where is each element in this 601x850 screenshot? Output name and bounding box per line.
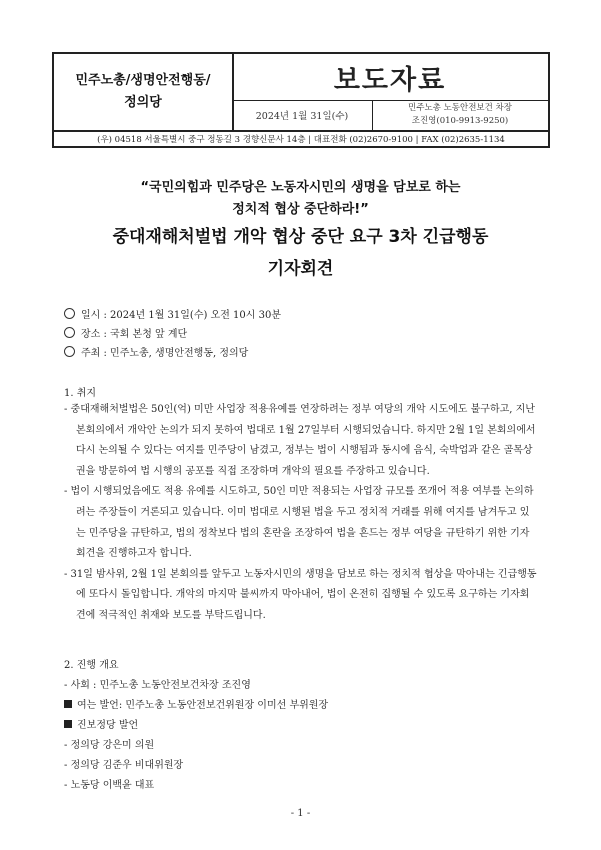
contact-line-1: 민주노총 노동안전보건 차장 xyxy=(408,103,512,113)
item-text: 여는 발언: 민주노총 노동안전보건위원장 이미선 부위원장 xyxy=(77,700,329,711)
contact-info xyxy=(372,100,548,130)
main-title-line-2: 기자회견 xyxy=(267,259,334,279)
paragraph: - 법이 시행되었음에도 적용 유예를 시도하고, 50인 미만 적용되는 사업장 규모를 쪼개어 적용 여부를 논의하려는 주장들이 거론되고 있습니다. 이미 법대로 시행된 법을 두고 정치적 거래를 위해 여지를 남겨두고 있는 민주당을 규탄하고, 법의 정착보다 법의 혼란을 조장하여 법을 흔드는 정부 여당을 규탄하기 위한 기자회견을 진행하고자 합니다. xyxy=(64,486,534,560)
circle-bullet-icon xyxy=(64,308,75,319)
header-grid xyxy=(52,52,550,132)
page-number: - 1 - xyxy=(290,808,311,819)
section-2-heading: 2. 진행 개요 xyxy=(64,660,119,671)
section-1-body xyxy=(64,400,538,627)
document-title: 보도자료 xyxy=(232,54,548,101)
quote-line-1: “국민의힘과 민주당은 노동자시민의 생명을 담보로 하는 xyxy=(140,180,461,195)
info-text: 주최 : 민주노총, 생명안전행동, 정의당 xyxy=(81,348,249,359)
item-text: 정의당 강은미 의원 xyxy=(70,740,155,751)
release-date: 2024년 1월 31일(수) xyxy=(232,100,373,130)
info-location xyxy=(64,325,187,340)
item-text: 진보정당 발언 xyxy=(77,720,139,731)
list-item: - 노동당 이백윤 대표 xyxy=(64,780,155,791)
square-bullet-icon xyxy=(64,700,72,708)
square-bullet-icon xyxy=(64,720,72,728)
quote-line-2: 정치적 협상 중단하라!” xyxy=(232,202,369,217)
list-item xyxy=(64,696,328,711)
main-title-line-1: 중대재해처벌법 개악 협상 중단 요구 3차 긴급행동 xyxy=(112,227,489,247)
item-text: 정의당 김준우 비대위원장 xyxy=(70,760,184,771)
address-bar: (우) 04518 서울특별시 중구 정동길 3 경향신문사 14층 | 대표전화 (02)2670-9100 | FAX (02)2635-1134 xyxy=(52,132,550,148)
info-text: 일시 : 2024년 1월 31일(수) 오전 10시 30분 xyxy=(81,310,282,321)
org-line-1: 민주노총/생명안전행동/ xyxy=(75,73,211,88)
section-1-heading: 1. 취지 xyxy=(64,388,97,399)
info-datetime xyxy=(64,306,281,321)
circle-bullet-icon xyxy=(64,346,75,357)
list-item: - 정의당 김준우 비대위원장 xyxy=(64,760,184,771)
org-line-2: 정의당 xyxy=(124,95,162,110)
list-item: - 정의당 강은미 의원 xyxy=(64,740,155,751)
header-box xyxy=(52,52,550,148)
info-text: 장소 : 국회 본청 앞 계단 xyxy=(81,329,188,340)
info-host xyxy=(64,344,248,359)
list-item xyxy=(64,716,138,731)
contact-line-2: 조진영(010-9913-9250) xyxy=(411,116,509,126)
organizations xyxy=(54,54,234,130)
circle-bullet-icon xyxy=(64,327,75,338)
paragraph: - 중대재해처벌법은 50인(억) 미만 사업장 적용유예를 연장하려는 정부 여당의 개악 시도에도 불구하고, 지난 본회의에서 개악안 논의가 되지 못하여 법대로 1월 27일부터 시행되었습니다. 하지만 2월 1일 본회의에서 다시 논의될 수 있다는 여지를 민주당이 남겼고, 정부는 법이 시행됨과 동시에 음식, 숙박업과 같은 골목상권을 방문하여 법 시행의 공포를 직접 조장하며 개악의 필요를 주장하고 있습니다. xyxy=(64,404,536,477)
item-text: 노동당 이백윤 대표 xyxy=(70,780,155,791)
list-item: - 사회 : 민주노총 노동안전보건차장 조진영 xyxy=(64,680,251,691)
paragraph: - 31일 밤사위, 2월 1일 본회의를 앞두고 노동자시민의 생명을 담보로 하는 정치적 협상을 막아내는 긴급행동에 또다시 돌입합니다. 개악의 마지막 불씨까지 막아내어, 법이 온전히 집행될 수 있도록 요구하는 기자회견에 적극적인 취재와 보도를 부탁드립니다. xyxy=(64,568,537,621)
item-text: 사회 : 민주노총 노동안전보건차장 조진영 xyxy=(70,680,251,691)
